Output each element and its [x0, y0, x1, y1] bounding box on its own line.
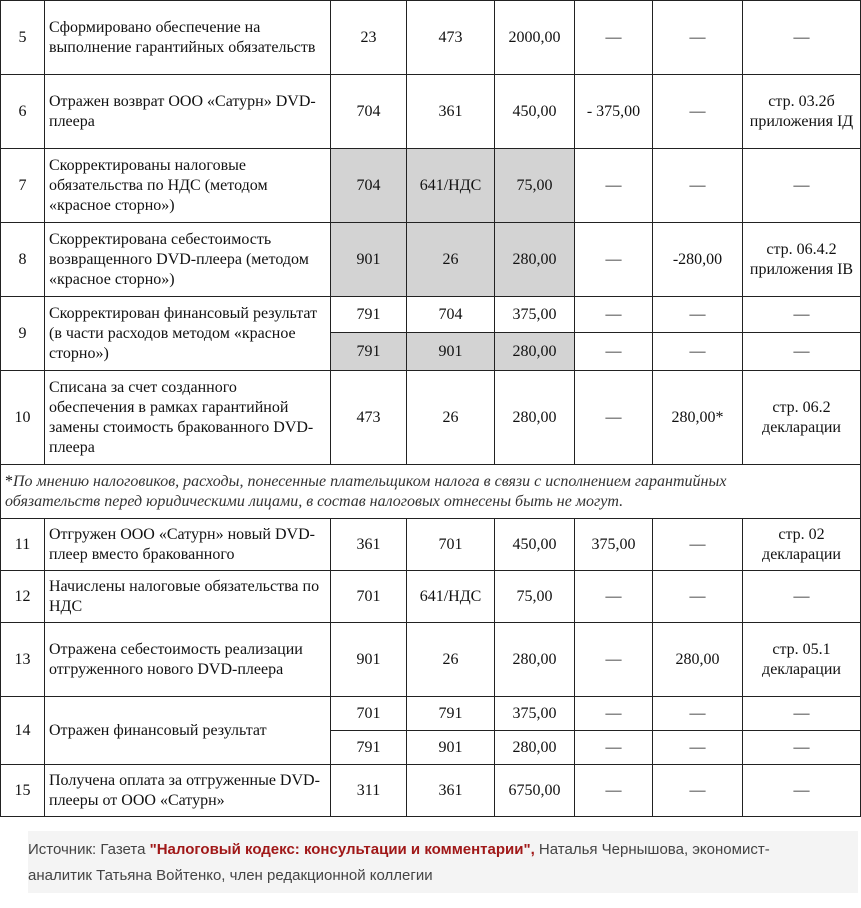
amount: 280,00 [495, 731, 575, 765]
tax-income-cell: — [575, 149, 653, 223]
tax-expense-cell: — [653, 1, 743, 75]
operation-description: Начислены налоговые обязательства по НДС [45, 571, 331, 623]
operation-description: Сформировано обеспечение на выполнение гарантийных обязательств [45, 1, 331, 75]
amount: 75,00 [495, 149, 575, 223]
debit-account: 311 [331, 765, 407, 817]
row-number: 9 [1, 297, 45, 371]
debit-account: 791 [331, 333, 407, 371]
table-row [1, 223, 861, 297]
row-number: 13 [1, 623, 45, 697]
source-line-2 [28, 863, 858, 889]
footnote-line-1: По мнению налоговиков, расходы, понесенные плательщиком налога в связи с исполнением гарантийных [13, 472, 727, 490]
amount: 450,00 [495, 519, 575, 571]
amount: 2000,00 [495, 1, 575, 75]
declaration-line-cell: — [743, 571, 861, 623]
tax-income-cell: — [575, 297, 653, 333]
amount: 375,00 [495, 697, 575, 731]
tax-income-cell: — [575, 223, 653, 297]
tax-income-cell: - 375,00 [575, 75, 653, 149]
row-number: 12 [1, 571, 45, 623]
row-number: 7 [1, 149, 45, 223]
table-row [1, 297, 861, 333]
operation-description: Отражена себестоимость реализации отгруженного нового DVD-плеера [45, 623, 331, 697]
declaration-line-cell: стр. 02 декларации [743, 519, 861, 571]
tax-expense-cell: — [653, 519, 743, 571]
debit-account: 791 [331, 297, 407, 333]
tax-expense-cell: — [653, 333, 743, 371]
footnote-asterisk: * [5, 472, 13, 490]
tax-income-cell: 375,00 [575, 519, 653, 571]
tax-income-cell: — [575, 623, 653, 697]
declaration-line-cell: — [743, 765, 861, 817]
credit-account: 361 [407, 765, 495, 817]
declaration-line-cell: — [743, 731, 861, 765]
row-number: 15 [1, 765, 45, 817]
operation-description: Списана за счет созданного обеспечения в рамках гарантийной замены стоимость бракованного DVD-плеера [45, 371, 331, 465]
tax-income-cell: — [575, 765, 653, 817]
declaration-line-cell: стр. 03.2б приложения ІД [743, 75, 861, 149]
row-number: 6 [1, 75, 45, 149]
tax-income-cell: — [575, 731, 653, 765]
footnote-row [1, 465, 861, 519]
operation-description: Скорректирован финансовый результат (в части расходов методом «красное сторно») [45, 297, 331, 371]
credit-account: 901 [407, 731, 495, 765]
credit-account: 473 [407, 1, 495, 75]
publication-link[interactable]: "Налоговый кодекс: консультации и комментарии", [149, 841, 535, 858]
source-prefix: Источник: Газета [28, 841, 150, 858]
debit-account: 23 [331, 1, 407, 75]
footnote [1, 465, 861, 519]
tax-expense-cell: -280,00 [653, 223, 743, 297]
debit-account: 361 [331, 519, 407, 571]
operation-description: Скорректированы налоговые обязательства по НДС (методом «красное сторно») [45, 149, 331, 223]
source-attribution [28, 831, 858, 893]
debit-account: 704 [331, 75, 407, 149]
debit-account: 901 [331, 623, 407, 697]
tax-expense-cell: 280,00 [653, 623, 743, 697]
tax-expense-cell: — [653, 571, 743, 623]
table-row [1, 149, 861, 223]
tax-expense-cell: 280,00* [653, 371, 743, 465]
credit-account: 361 [407, 75, 495, 149]
debit-account: 701 [331, 697, 407, 731]
operation-description: Отгружен ООО «Сатурн» новый DVD-плеер вместо бракованного [45, 519, 331, 571]
credit-account: 641/НДС [407, 149, 495, 223]
credit-account: 791 [407, 697, 495, 731]
amount: 75,00 [495, 571, 575, 623]
tax-expense-cell: — [653, 149, 743, 223]
row-number: 10 [1, 371, 45, 465]
declaration-line-cell: — [743, 697, 861, 731]
declaration-line-cell: стр. 06.2 декларации [743, 371, 861, 465]
tax-expense-cell: — [653, 75, 743, 149]
declaration-line-cell: — [743, 149, 861, 223]
row-number: 8 [1, 223, 45, 297]
operation-description: Получена оплата за отгруженные DVD-плееры от ООО «Сатурн» [45, 765, 331, 817]
tax-expense-cell: — [653, 731, 743, 765]
amount: 450,00 [495, 75, 575, 149]
table-row [1, 765, 861, 817]
amount: 280,00 [495, 623, 575, 697]
table-row [1, 519, 861, 571]
row-number: 5 [1, 1, 45, 75]
tax-income-cell: — [575, 697, 653, 731]
row-number: 14 [1, 697, 45, 765]
row-number: 11 [1, 519, 45, 571]
credit-account: 701 [407, 519, 495, 571]
credit-account: 901 [407, 333, 495, 371]
declaration-line-cell: — [743, 1, 861, 75]
tax-expense-cell: — [653, 697, 743, 731]
operation-description: Отражен финансовый результат [45, 697, 331, 765]
table-row [1, 371, 861, 465]
amount: 6750,00 [495, 765, 575, 817]
source-authors-1: Наталья Чернышова, экономист- [534, 841, 770, 858]
amount: 280,00 [495, 371, 575, 465]
debit-account: 704 [331, 149, 407, 223]
credit-account: 704 [407, 297, 495, 333]
table-row [1, 623, 861, 697]
credit-account: 26 [407, 371, 495, 465]
tax-income-cell: — [575, 333, 653, 371]
amount: 375,00 [495, 297, 575, 333]
table-row [1, 571, 861, 623]
tax-income-cell: — [575, 1, 653, 75]
tax-income-cell: — [575, 571, 653, 623]
operation-description: Отражен возврат ООО «Сатурн» DVD-плеера [45, 75, 331, 149]
credit-account: 26 [407, 223, 495, 297]
tax-expense-cell: — [653, 297, 743, 333]
declaration-line-cell: стр. 06.4.2 приложения ІВ [743, 223, 861, 297]
declaration-line-cell: — [743, 297, 861, 333]
credit-account: 26 [407, 623, 495, 697]
declaration-line-cell: стр. 05.1 декларации [743, 623, 861, 697]
debit-account: 701 [331, 571, 407, 623]
debit-account: 473 [331, 371, 407, 465]
credit-account: 641/НДС [407, 571, 495, 623]
source-line-1 [28, 837, 858, 863]
table-row [1, 697, 861, 731]
tax-income-cell: — [575, 371, 653, 465]
declaration-line-cell: — [743, 333, 861, 371]
debit-account: 791 [331, 731, 407, 765]
source-authors-2: аналитик Татьяна Войтенко, член редакционной коллегии [28, 867, 433, 884]
debit-account: 901 [331, 223, 407, 297]
table-row [1, 1, 861, 75]
tax-expense-cell: — [653, 765, 743, 817]
table-row [1, 75, 861, 149]
amount: 280,00 [495, 223, 575, 297]
footnote-line-2: обязательств перед юридическими лицами, в состав налоговых отнесены быть не могут. [5, 492, 624, 510]
operation-description: Скорректирована себестоимость возвращенного DVD-плеера (методом «красное сторно») [45, 223, 331, 297]
amount: 280,00 [495, 333, 575, 371]
